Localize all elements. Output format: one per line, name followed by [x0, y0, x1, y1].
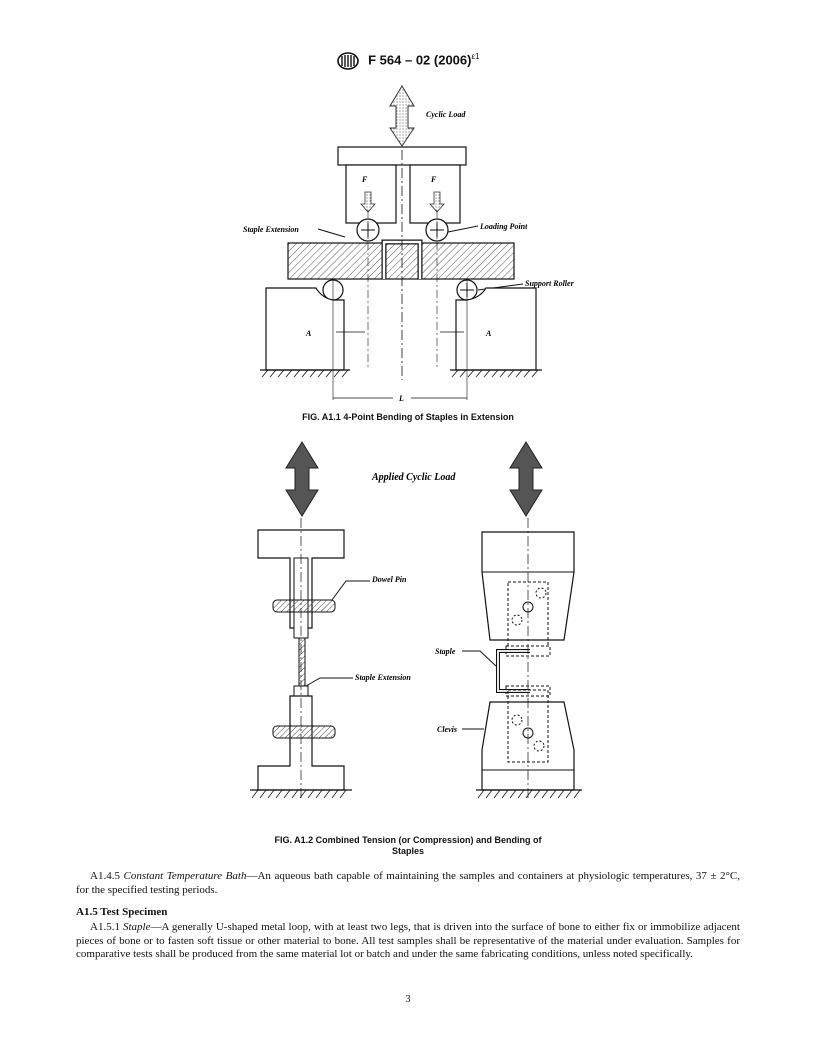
dimension-l: L [399, 394, 404, 403]
dimension-a-right: A [486, 329, 492, 338]
staple-extension-label-2: Staple Extension [355, 673, 411, 682]
page-number: 3 [405, 994, 411, 1005]
section-heading-a1-5: A1.5 Test Specimen [76, 906, 168, 918]
astm-logo-icon [337, 52, 359, 70]
figure-a1-2-caption-line1: FIG. A1.2 Combined Tension (or Compression) and Bending of [274, 835, 542, 845]
loading-point-label: Loading Point [480, 222, 528, 231]
document-header [0, 52, 816, 70]
dimension-a-left: A [306, 329, 312, 338]
definition-text: —A generally U-shaped metal loop, with at least two legs, that is driven into the surface of bone to either fix or immobilize adjacent pieces of bone or to fasten soft tissue or other material to bone. All test samples shall be representative of the material under evaluation. Samples for comparative tests shall be produced from the same material lot or batch and under the same fabricating conditions, unless noted specifically. [76, 921, 740, 960]
applied-load-arrow-right-icon [510, 442, 542, 516]
support-roller-label: Support Roller [525, 279, 574, 288]
dowel-pin-label: Dowel Pin [372, 575, 407, 584]
force-label-right: F [431, 175, 437, 184]
paragraph-a1-4-5 [76, 870, 740, 897]
section-number: A1.4.5 [90, 870, 124, 882]
defined-term: Staple [123, 921, 151, 933]
staple-extension-label: Staple Extension [243, 225, 299, 234]
figure-a1-2-caption-line2: Staples [391, 846, 424, 856]
defined-term: Constant Temperature Bath [123, 870, 247, 882]
cyclic-load-arrow-icon [390, 86, 414, 146]
applied-cyclic-load-label: Applied Cyclic Load [372, 472, 456, 483]
figure-a1-2-caption [0, 835, 816, 857]
definition-text: —An aqueous bath capable of maintaining the samples and containers at physiologic temperatures, 37 ± 2°C, for the specified testing periods. [76, 870, 740, 896]
paragraph-a1-5-1 [76, 921, 740, 962]
section-number: A1.5.1 [90, 921, 123, 933]
staple-label: Staple [435, 647, 456, 656]
force-label-left: F [362, 175, 368, 184]
standard-designation: F 564 – 02 (2006) [368, 52, 472, 68]
figure-a1-1-diagram [0, 80, 816, 410]
figure-a1-2-diagram [0, 440, 816, 830]
epsilon-superscript: ε1 [471, 52, 480, 62]
cyclic-load-label: Cyclic Load [426, 110, 466, 119]
figure-a1-1-caption: FIG. A1.1 4-Point Bending of Staples in Extension [302, 412, 514, 422]
applied-load-arrow-left-icon [286, 442, 318, 516]
clevis-label: Clevis [437, 725, 457, 734]
